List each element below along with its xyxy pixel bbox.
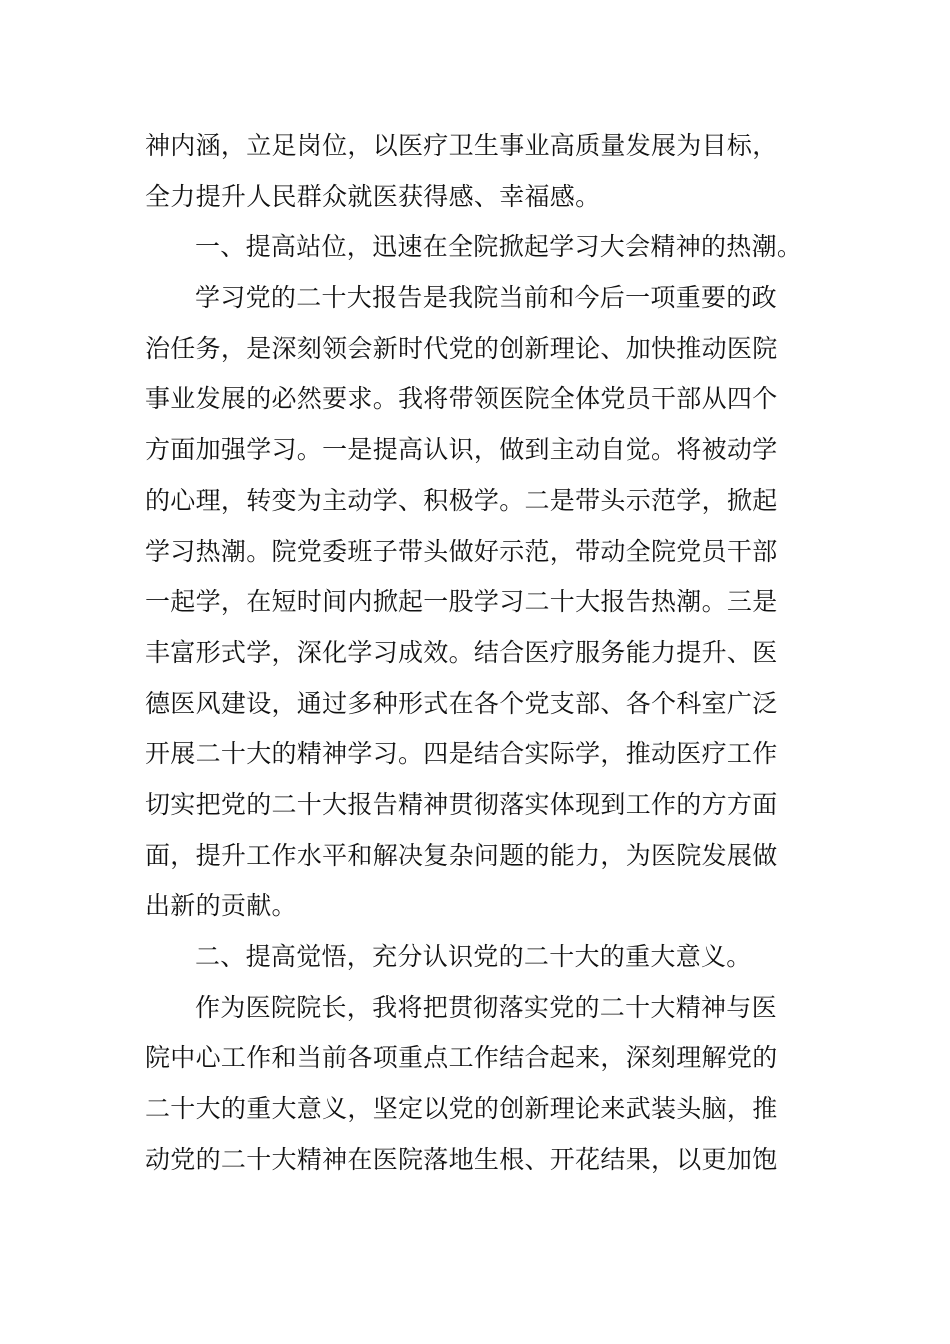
- text-line: 出新的贡献。: [145, 891, 297, 921]
- text-line: 二十大的重大意义，坚定以党的创新理论来武装头脑，推: [145, 1094, 778, 1124]
- text-line: 丰富形式学，深化学习成效。结合医疗服务能力提升、医: [145, 637, 778, 667]
- text-line: 面，提升工作水平和解决复杂问题的能力，为医院发展做: [145, 840, 778, 870]
- text-line: 方面加强学习。一是提高认识，做到主动自觉。将被动学: [145, 435, 778, 465]
- text-line: 院中心工作和当前各项重点工作结合起来，深刻理解党的: [145, 1043, 778, 1073]
- text-line: 事业发展的必然要求。我将带领医院全体党员干部从四个: [145, 384, 778, 414]
- text-line: 一、提高站位，迅速在全院掀起学习大会精神的热潮。: [195, 232, 803, 262]
- text-line: 神内涵，立足岗位，以医疗卫生事业高质量发展为目标，: [145, 131, 778, 160]
- text-line: 一起学，在短时间内掀起一股学习二十大报告热潮。三是: [145, 587, 778, 617]
- text-line: 德医风建设，通过多种形式在各个党支部、各个科室广泛: [145, 688, 778, 718]
- text-line: 的心理，转变为主动学、积极学。二是带头示范学，掀起: [145, 485, 778, 515]
- text-line: 二、提高觉悟，充分认识党的二十大的重大意义。: [195, 942, 752, 971]
- text-line: 全力提升人民群众就医获得感、幸福感。: [145, 181, 601, 211]
- text-line: 学习热潮。院党委班子带头做好示范，带动全院党员干部: [145, 536, 778, 566]
- text-line: 作为医院院长，我将把贯彻落实党的二十大精神与医: [195, 992, 777, 1022]
- text-line: 开展二十大的精神学习。四是结合实际学，推动医疗工作: [145, 739, 778, 769]
- text-line: 学习党的二十大报告是我院当前和今后一项重要的政: [195, 283, 777, 313]
- text-line: 动党的二十大精神在医院落地生根、开花结果，以更加饱: [145, 1144, 778, 1174]
- text-line: 治任务，是深刻领会新时代党的创新理论、加快推动医院: [145, 333, 778, 363]
- text-line: 切实把党的二十大报告精神贯彻落实体现到工作的方方面: [145, 789, 778, 819]
- document-body: [145, 121, 807, 1185]
